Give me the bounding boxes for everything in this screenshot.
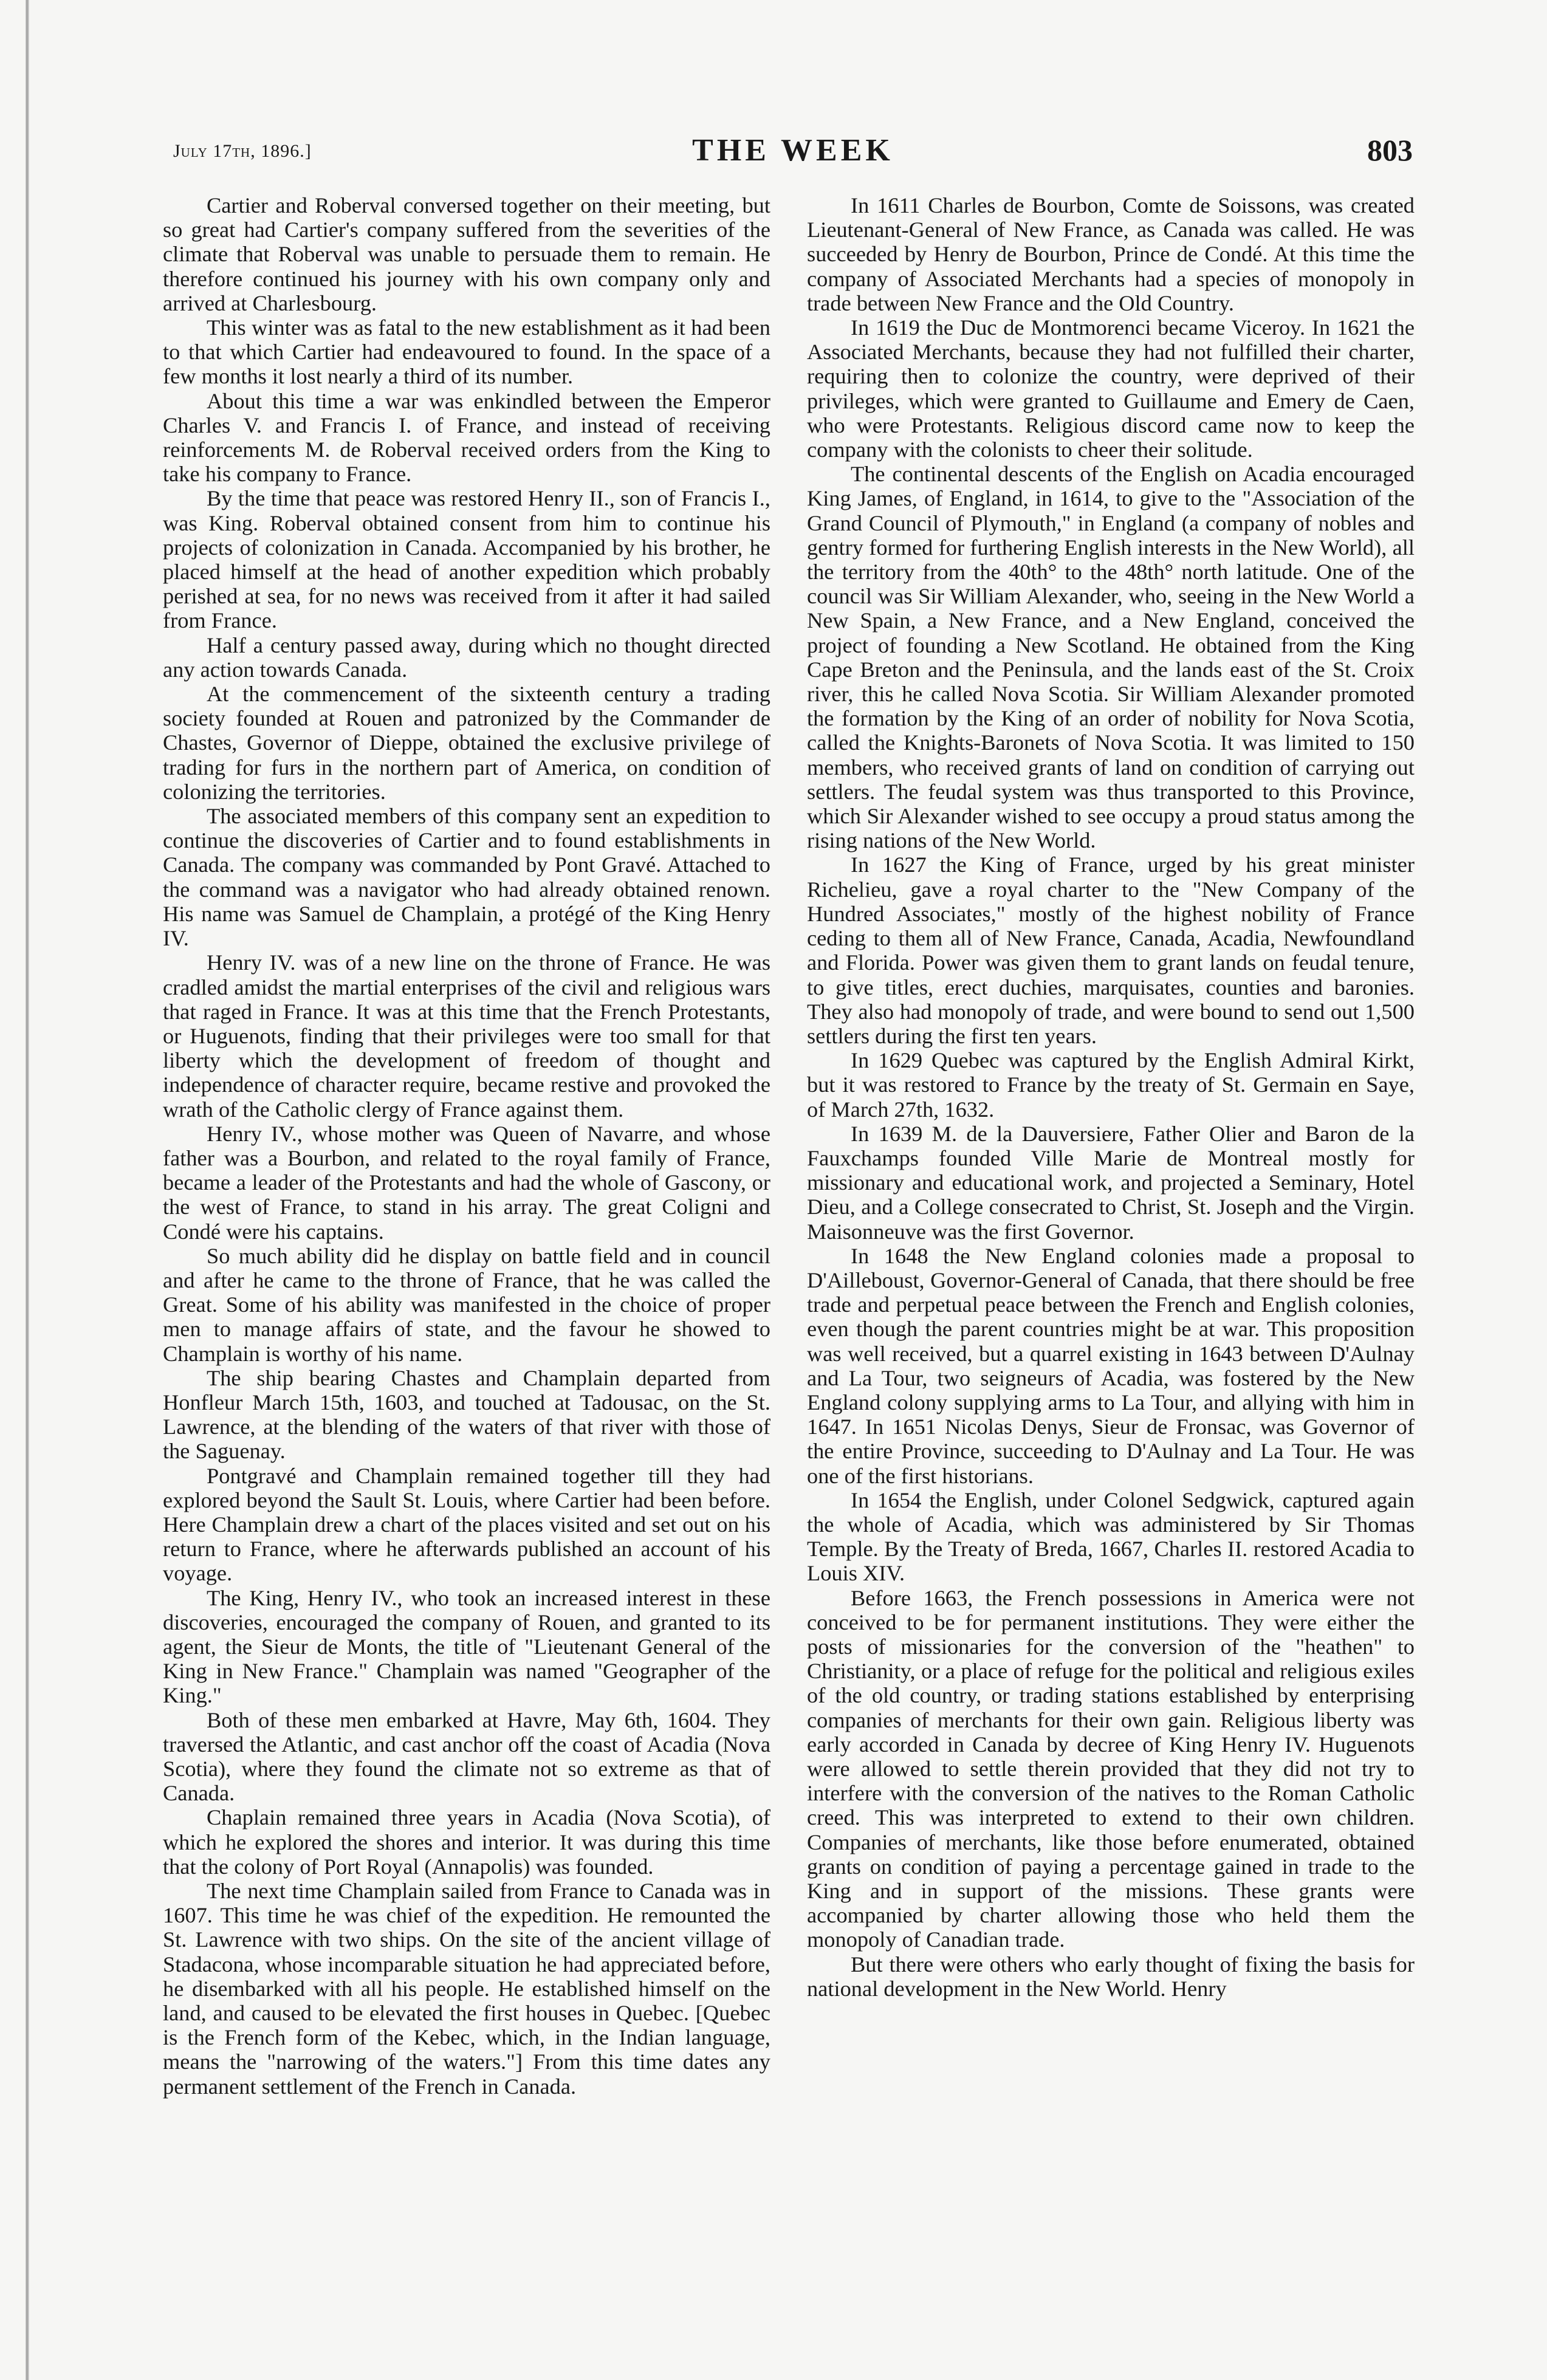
page-number: 803 [1367, 133, 1413, 167]
paragraph: Chaplain remained three years in Acadia (Nova Scotia), of which he explored the shores and interior. It was during this time that the colony of Port Royal (Annapolis) was founded. [163, 1805, 770, 1879]
paragraph: Both of these men embarked at Havre, May 6th, 1604. They traversed the Atlantic, and cast anchor off the coast of Acadia (Nova Scotia), where they found the climate not so extreme as that of Canada. [163, 1707, 770, 1806]
masthead [173, 132, 1413, 175]
paragraph: But there were others who early thought of fixing the basis for national development in the New World. Henry [807, 1952, 1415, 2001]
paragraph: The next time Champlain sailed from France to Canada was in 1607. This time he was chief of the expedition. He remounted the St. Lawrence with two ships. On the site of the ancient village of Stadacona, whose incomparable situation he had appreciated before, he disembarked with all his people. He established himself on the land, and caused to be elevated the first houses in Quebec. [Quebec is the French form of the Kebec, which, in the Indian language, means the "narrowing of the waters."] From this time dates any permanent settlement of the French in Canada. [163, 1879, 770, 2099]
paragraph: At the commencement of the sixteenth century a trading society founded at Rouen and patronized by the Commander de Chastes, Governor of Dieppe, obtained the exclusive privilege of trading for furs in the northern part of America, on condition of colonizing the territories. [163, 682, 770, 804]
issue-date: July 17th, 1896.] [173, 141, 312, 161]
paragraph: In 1611 Charles de Bourbon, Comte de Soissons, was created Lieutenant-General of New France, as Canada was called. He was succeeded by Henry de Bourbon, Prince de Condé. At this time the company of Associated Merchants had a species of monopoly in trade between New France and the Old Country. [807, 193, 1415, 315]
paragraph: The ship bearing Chastes and Champlain departed from Honfleur March 15th, 1603, and touched at Tadousac, on the St. Lawrence, at the blending of the waters of that river with those of the Saguenay. [163, 1365, 770, 1464]
paragraph: Cartier and Roberval conversed together on their meeting, but so great had Cartier's company suffered from the severities of the climate that Roberval was unable to persuade them to remain. He therefore continued his journey with his own company only and arrived at Charlesbourg. [163, 193, 770, 315]
paragraph: About this time a war was enkindled between the Emperor Charles V. and Francis I. of France, and instead of receiving reinforcements M. de Roberval received orders from the King to take his company to France. [163, 388, 770, 487]
paragraph: In 1619 the Duc de Montmorenci became Viceroy. In 1621 the Associated Merchants, because they had not fulfilled their charter, requiring then to colonize the country, were deprived of their privileges, which were granted to Guillaume and Emery de Caen, who were Protestants. Religious discord came now to keep the company with the colonists to cheer their solitude. [807, 315, 1415, 462]
paragraph: In 1627 the King of France, urged by his great minister Richelieu, gave a royal charter to the "New Company of the Hundred Associates," mostly of the highest nobility of France ceding to them all of New France, Canada, Acadia, Newfoundland and Florida. Power was given them to grant lands on feudal tenure, to give titles, erect duchies, marquisates, counties and baronies. They also had monopoly of trade, and were bound to send out 1,500 settlers during the first ten years. [807, 852, 1415, 1048]
paragraph: This winter was as fatal to the new establishment as it had been to that which Cartier had endeavoured to found. In the space of a few months it lost nearly a third of its number. [163, 315, 770, 389]
paragraph: Henry IV., whose mother was Queen of Navarre, and whose father was a Bourbon, and related to the royal family of France, became a leader of the Protestants and had the whole of Gascony, or the west of France, to stand in his array. The great Coligni and Condé were his captains. [163, 1121, 770, 1244]
paragraph: The associated members of this company sent an expedition to continue the discoveries of Cartier and to found establishments in Canada. The company was commanded by Pont Gravé. Attached to the command was a navigator who had already obtained renown. His name was Samuel de Champlain, a protégé of the King Henry IV. [163, 804, 770, 951]
paragraph: Before 1663, the French possessions in America were not conceived to be for permanent institutions. They were either the posts of missionaries for the conversion of the "heathen" to Christianity, or a place of refuge for the political and religious exiles of the old country, or trading stations established by enterprising companies of merchants for their own gain. Religious liberty was early accorded in Canada by decree of King Henry IV. Huguenots were allowed to settle therein provided that they did not try to interfere with the conversion of the natives to the Roman Catholic creed. This was interpreted to extend to their own children. Companies of merchants, like those before enumerated, obtained grants on condition of paying a percentage gained in trade to the King and in support of the missions. These grants were accompanied by charter allowing those who held them the monopoly of Canadian trade. [807, 1585, 1415, 1952]
paragraph: Henry IV. was of a new line on the throne of France. He was cradled amidst the martial enterprises of the civil and religious wars that raged in France. It was at this time that the French Protestants, or Huguenots, finding that their privileges were too small for that liberty which the development of freedom of thought and independence of character require, became restive and provoked the wrath of the Catholic clergy of France against them. [163, 950, 770, 1122]
paragraph: Pontgravé and Champlain remained together till they had explored beyond the Sault St. Louis, where Cartier had been before. Here Champlain drew a chart of the places visited and set out on his return to France, where he afterwards published an account of his voyage. [163, 1463, 770, 1586]
left-column [163, 193, 770, 2259]
paragraph: The continental descents of the English on Acadia encouraged King James, of England, in 1614, to give to the "Association of the Grand Council of Plymouth," in England (a company of nobles and gentry formed for furthering English interests in the New World), all the territory from the 40th° to the 48th° north latitude. One of the council was Sir William Alexander, who, seeing in the New World a New Spain, a New France, and a New England, conceived the project of founding a New Scotland. He obtained from the King Cape Breton and the Peninsula, and the lands east of the St. Croix river, this he called Nova Scotia. Sir William Alexander promoted the formation by the King of an order of nobility for Nova Scotia, called the Knights-Baronets of Nova Scotia. It was limited to 150 members, who received grants of land on condition of carrying out settlers. The feudal system was thus transported to this Province, which Sir Alexander wished to see occupy a proud status among the rising nations of the New World. [807, 462, 1415, 853]
paragraph: So much ability did he display on battle field and in council and after he came to the throne of France, that he was called the Great. Some of his ability was manifested in the choice of proper men to manage affairs of state, and the favour he showed to Champlain is worthy of his name. [163, 1243, 770, 1366]
paragraph: In 1629 Quebec was captured by the English Admiral Kirkt, but it was restored to France by the treaty of St. Germain en Saye, of March 27th, 1632. [807, 1048, 1415, 1122]
right-column [807, 193, 1415, 2259]
paragraph: In 1639 M. de la Dauversiere, Father Olier and Baron de la Fauxchamps founded Ville Marie de Montreal mostly for missionary and educational work, and projected a Seminary, Hotel Dieu, and a College consecrated to Christ, St. Joseph and the Virgin. Maisonneuve was the first Governor. [807, 1121, 1415, 1244]
paragraph: In 1654 the English, under Colonel Sedgwick, captured again the whole of Acadia, which was administered by Sir Thomas Temple. By the Treaty of Breda, 1667, Charles II. restored Acadia to Louis XIV. [807, 1487, 1415, 1586]
paragraph: By the time that peace was restored Henry II., son of Francis I., was King. Roberval obtained consent from him to continue his projects of colonization in Canada. Accompanied by his brother, he placed himself at the head of another expedition which probably perished at sea, for no news was received from it after it had sailed from France. [163, 486, 770, 633]
paragraph: In 1648 the New England colonies made a proposal to D'Ailleboust, Governor-General of Canada, that there should be free trade and perpetual peace between the French and English colonies, even though the parent countries might be at war. This proposition was well received, but a quarrel existing in 1643 between D'Aulnay and La Tour, two seigneurs of Acadia, was fostered by the New England colony supplying arms to La Tour, and allying with him in 1647. In 1651 Nicolas Denys, Sieur de Fronsac, was Governor of the entire Province, succeeding to D'Aulnay and La Tour. He was one of the first historians. [807, 1243, 1415, 1488]
paragraph: The King, Henry IV., who took an increased interest in these discoveries, encouraged the company of Rouen, and granted to its agent, the Sieur de Monts, the title of "Lieutenant General of the King in New France." Champlain was named "Geographer of the King." [163, 1585, 770, 1708]
publication-title: THE WEEK [692, 133, 894, 168]
binding-edge [26, 0, 29, 2380]
paragraph: Half a century passed away, during which no thought directed any action towards Canada. [163, 633, 770, 682]
